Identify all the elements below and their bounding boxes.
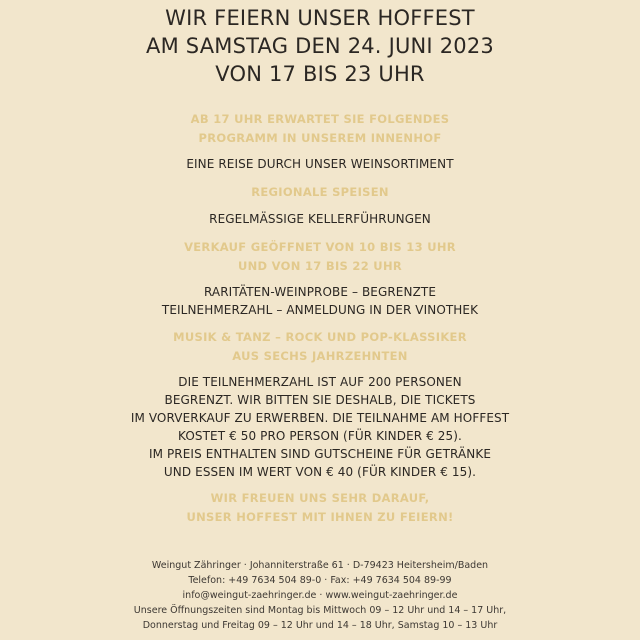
ticket-info-line-4: KOSTET € 50 PRO PERSON (FÜR KINDER € 25). bbox=[178, 429, 462, 443]
closing-line-2: UNSER HOFFEST MIT IHNEN ZU FEIERN! bbox=[186, 510, 454, 524]
ticket-info-line-6: UND ESSEN IM WERT VON € 40 (FÜR KINDER € 15). bbox=[163, 465, 477, 479]
program-item-cellar-tours: REGELMÄSSIGE KELLERFÜHRUNGEN bbox=[209, 212, 431, 226]
ticket-info-line-1: DIE TEILNEHMERZAHL IST AUF 200 PERSONEN bbox=[178, 375, 462, 389]
tasting-line-1: RARITÄTEN-WEINPROBE – BEGRENZTE bbox=[203, 285, 436, 299]
program-item-wine-journey: EINE REISE DURCH UNSER WEINSORTIMENT bbox=[186, 157, 454, 171]
program-intro-line-1: AB 17 UHR ERWARTET SIE FOLGENDES bbox=[190, 112, 450, 126]
footer-opening-hours-line-1: Unsere Öffnungszeiten sind Montag bis Mittwoch 09 – 12 Uhr und 14 – 17 Uhr, bbox=[133, 605, 507, 616]
program-item-regional-food: REGIONALE SPEISEN bbox=[251, 185, 389, 199]
program-intro-line-2: PROGRAMM IN UNSEREM INNENHOF bbox=[198, 131, 442, 145]
music-line-2: AUS SECHS JAHRZEHNTEN bbox=[232, 349, 408, 363]
music-line-1: MUSIK & TANZ – ROCK UND POP-KLASSIKER bbox=[173, 330, 467, 344]
closing-line-1: WIR FREUEN UNS SEHR DARAUF, bbox=[210, 491, 430, 505]
footer-opening-hours-line-2: Donnerstag und Freitag 09 – 12 Uhr und 14 – 18 Uhr, Samstag 10 – 13 Uhr bbox=[142, 620, 498, 631]
headline-line-1: WIR FEIERN UNSER HOFFEST bbox=[165, 6, 475, 30]
sales-hours-line-1: VERKAUF GEÖFFNET VON 10 BIS 13 UHR bbox=[184, 240, 456, 254]
headline-line-2: AM SAMSTAG DEN 24. JUNI 2023 bbox=[146, 34, 494, 58]
tasting-line-2: TEILNEHMERZAHL – ANMELDUNG IN DER VINOTHEK bbox=[161, 303, 479, 317]
footer-address: Weingut Zähringer · Johanniterstraße 61 · D-79423 Heitersheim/Baden bbox=[151, 560, 489, 571]
footer-email-web: info@weingut-zaehringer.de · www.weingut-zaehringer.de bbox=[182, 590, 458, 601]
headline-line-3: VON 17 BIS 23 UHR bbox=[215, 62, 425, 86]
sales-hours-line-2: UND VON 17 BIS 22 UHR bbox=[237, 259, 403, 273]
ticket-info-line-5: IM PREIS ENTHALTEN SIND GUTSCHEINE FÜR GETRÄNKE bbox=[148, 447, 492, 461]
footer-phone-fax: Telefon: +49 7634 504 89-0 · Fax: +49 7634 504 89-99 bbox=[188, 575, 452, 586]
ticket-info-line-3: IM VORVERKAUF ZU ERWERBEN. DIE TEILNAHME AM HOFFEST bbox=[130, 411, 510, 425]
ticket-info-line-2: BEGRENZT. WIR BITTEN SIE DESHALB, DIE TICKETS bbox=[164, 393, 476, 407]
